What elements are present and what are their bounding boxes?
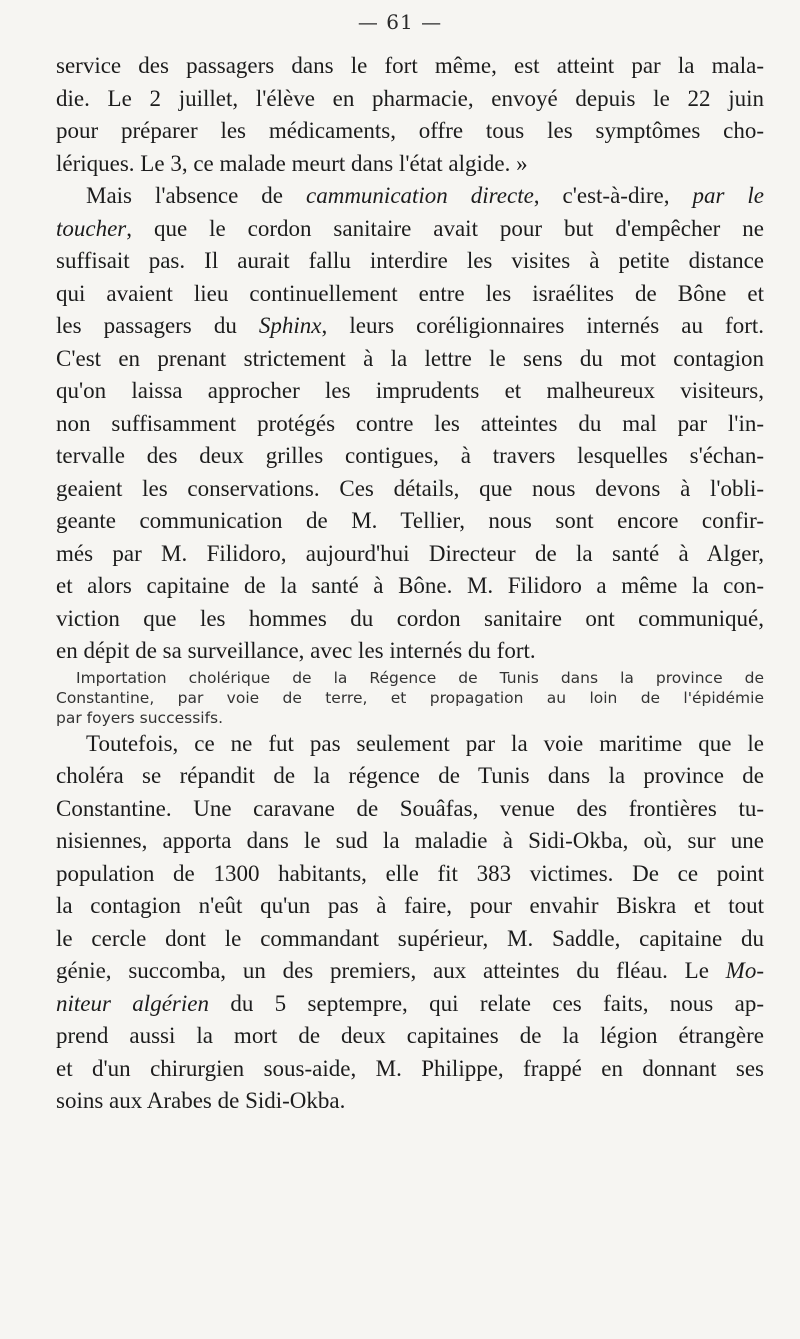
text-line — [56, 180, 764, 213]
paragraph-3 — [56, 728, 764, 1118]
section-summary — [56, 668, 764, 728]
text-run: du 5 septempre, qui relate ces faits, nous ap- — [208, 990, 764, 1016]
italic-run: Mo- — [725, 958, 764, 983]
summary-line: par foyers successifs. — [56, 708, 224, 727]
text-run: , que le cordon sanitaire avait pour but d'empêcher ne — [126, 215, 764, 241]
summary-line: Importation cholérique de la Régence de Tunis dans la province de — [76, 668, 764, 687]
page-number: — 61 — — [357, 10, 443, 34]
italic-run: cammunication directe — [306, 183, 534, 208]
text-line: en dépit de sa surveillance, avec les internés du fort. — [56, 638, 536, 663]
text-line: nisiennes, apporta dans le sud la maladie à Sidi-Okba, où, sur une — [56, 828, 764, 853]
text-line — [56, 310, 764, 343]
italic-run: Sphinx — [258, 313, 322, 338]
text-line: le cercle dont le commandant supérieur, M. Saddle, capitaine du — [56, 925, 764, 951]
paragraph-2 — [56, 180, 764, 668]
text-line: qui avaient lieu continuellement entre les israélites de Bône et — [56, 280, 764, 306]
text-line: la contagion n'eût qu'un pas à faire, pour envahir Biskra et tout — [56, 893, 764, 918]
text-line: prend aussi la mort de deux capitaines de la légion étrangère — [56, 1023, 764, 1048]
text-line: et alors capitaine de la santé à Bône. M. Filidoro a même la con- — [56, 573, 764, 598]
text-line: die. Le 2 juillet, l'élève en pharmacie, envoyé depuis le 22 juin — [56, 85, 764, 111]
italic-run: niteur algérien — [56, 990, 209, 1016]
text-line: service des passagers dans le fort même, est atteint par la mala- — [56, 53, 764, 78]
text-line: viction que les hommes du cordon sanitaire ont communiqué, — [56, 605, 764, 631]
body-text — [56, 50, 764, 1118]
text-line: C'est en prenant strictement à la lettre le sens du mot contagion — [56, 345, 764, 371]
text-line: geante communication de M. Tellier, nous sont encore confir- — [56, 508, 764, 533]
text-line: soins aux Arabes de Sidi-Okba. — [56, 1088, 346, 1113]
paragraph-1 — [56, 50, 764, 180]
text-line: Constantine. Une caravane de Souâfas, venue des frontières tu- — [56, 795, 764, 821]
text-line: population de 1300 habitants, elle fit 383 victimes. De ce point — [56, 860, 764, 886]
text-line: Toutefois, ce ne fut pas seulement par la voie maritime que le — [86, 730, 764, 756]
text-line — [56, 213, 764, 246]
summary-line: Constantine, par voie de terre, et propagation au loin de l'épidémie — [56, 688, 764, 707]
text-line: choléra se répandit de la régence de Tunis dans la province de — [56, 763, 764, 788]
text-line: pour préparer les médicaments, offre tous les symptômes cho- — [56, 118, 764, 143]
text-line: geaient les conservations. Ces détails, que nous devons à l'obli- — [56, 475, 764, 501]
text-line: et d'un chirurgien sous-aide, M. Philippe, frappé en donnant ses — [56, 1055, 764, 1081]
text-line — [56, 988, 764, 1021]
italic-run: toucher — [56, 215, 127, 241]
text-run: génie, succomba, un des premiers, aux atteintes du fléau. Le — [56, 958, 726, 983]
text-line: tervalle des deux grilles contigues, à travers lesquelles s'échan- — [56, 443, 764, 468]
text-line — [56, 955, 764, 988]
text-line: lériques. Le 3, ce malade meurt dans l'état algide. » — [56, 150, 528, 176]
text-line: suffisait pas. Il aurait fallu interdire les visites à petite distance — [56, 248, 764, 273]
italic-run: par le — [692, 183, 765, 208]
text-line: qu'on laissa approcher les imprudents et malheureux visiteurs, — [56, 378, 764, 403]
text-run: , leurs coréligionnaires internés au fort. — [321, 313, 764, 338]
text-run: les passagers du — [56, 313, 259, 338]
text-line: més par M. Filidoro, aujourd'hui Directeur de la santé à Alger, — [56, 540, 764, 566]
text-run: Mais l'absence de — [86, 183, 306, 208]
text-line: non suffisamment protégés contre les atteintes du mal par l'in- — [56, 410, 764, 436]
text-run: , c'est-à-dire, — [533, 183, 693, 208]
